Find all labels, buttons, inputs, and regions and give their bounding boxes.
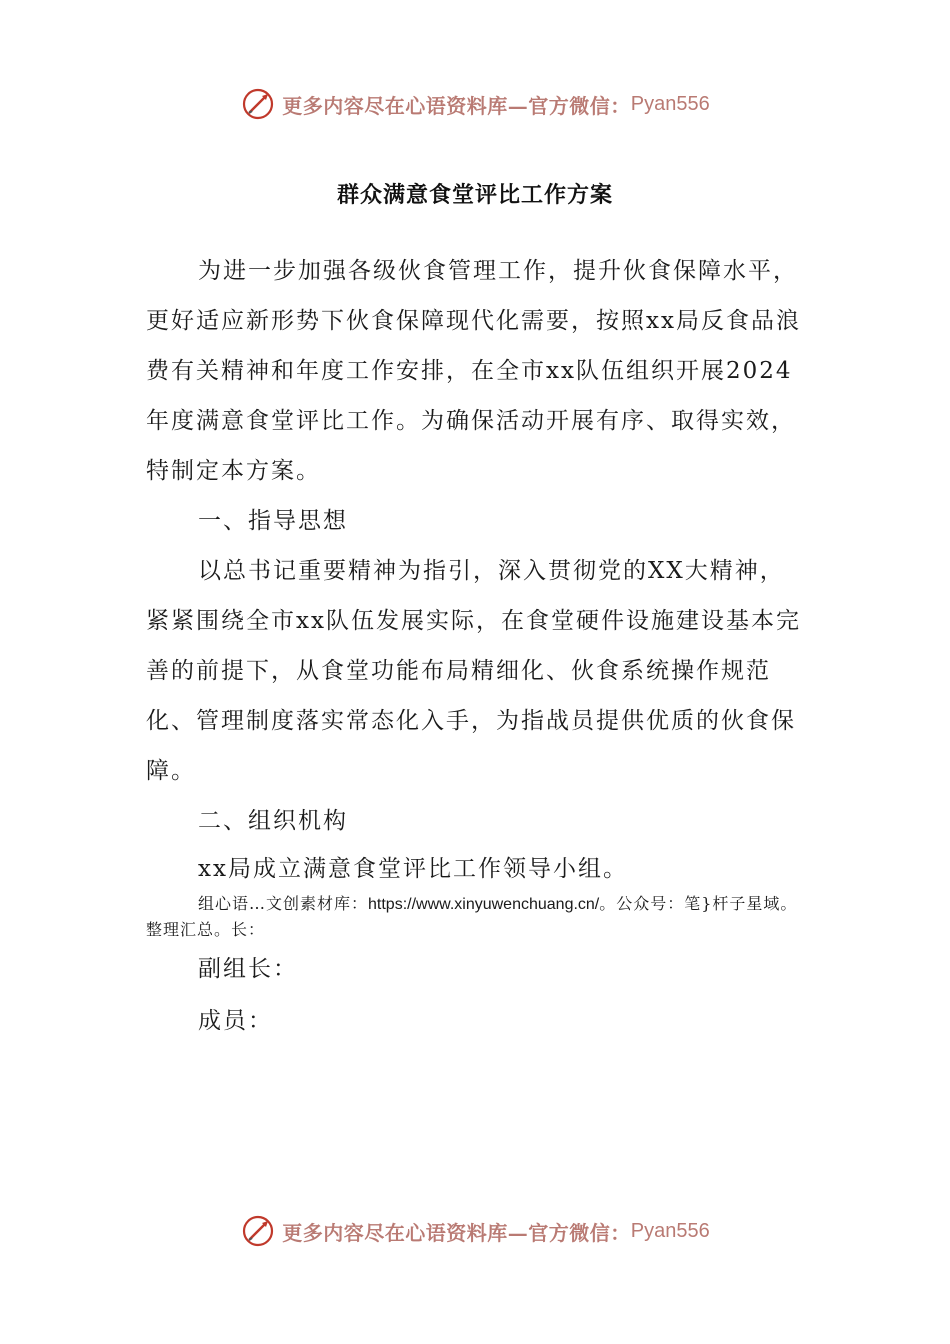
banner-wechat-handle: Pyan556: [630, 92, 710, 115]
note-url[interactable]: https://www.xinyuwenchuang.cn/: [368, 896, 600, 913]
pen-logo-icon: [240, 86, 276, 122]
pen-logo-icon: [240, 1213, 276, 1249]
banner-wechat-handle: Pyan556: [630, 1219, 710, 1242]
section-2-paragraph: xx局成立满意食堂评比工作领导小组。: [198, 856, 628, 882]
section-2-heading: 二、组织机构: [198, 808, 348, 834]
members-label: 成员：: [198, 1008, 273, 1034]
document-title: 群众满意食堂评比工作方案: [336, 183, 613, 208]
section-1-paragraph: 以总书记重要精神为指引，深入贯彻党的XX大精神，紧紧围绕全市xx队伍发展实际，在食堂硬件设施建设基本完善的前提下，从食堂功能布局精细化、伙食系统操作规范化、管理制度落实常态化入手，为指战员提供优质的伙食保障。: [146, 558, 801, 784]
note-suffix: 。公众号：笔}杆子星域。整理汇总。长：: [146, 894, 798, 939]
header-banner: [0, 84, 950, 124]
banner-text: 更多内容尽在心语资料库—官方微信：: [282, 93, 631, 118]
deputy-leader-label: 副组长：: [198, 956, 298, 982]
banner-text: 更多内容尽在心语资料库—官方微信：: [282, 1220, 631, 1245]
note-prefix: 组心语…文创素材库：: [198, 894, 369, 913]
footer-banner: [0, 1211, 950, 1251]
resource-note: [146, 891, 806, 942]
section-1-heading: 一、指导思想: [198, 508, 348, 534]
intro-paragraph: 为进一步加强各级伙食管理工作，提升伙食保障水平，更好适应新形势下伙食保障现代化需要，按照xx局反食品浪费有关精神和年度工作安排，在全市xx队伍组织开展2024年度满意食堂评比工作。为确保活动开展有序、取得实效，特制定本方案。: [146, 258, 801, 484]
